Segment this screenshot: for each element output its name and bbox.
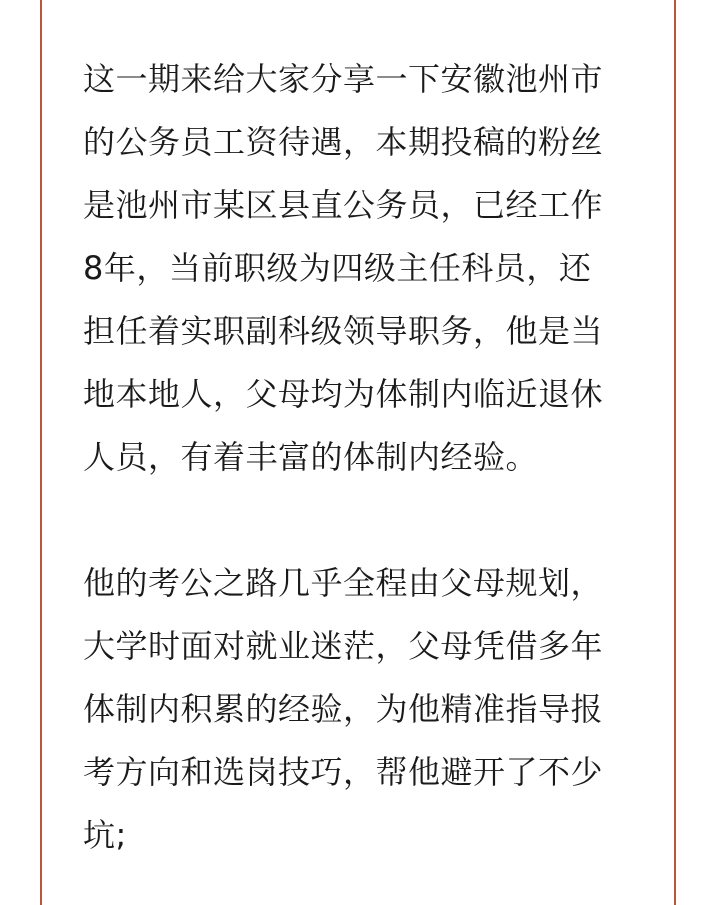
text-line: 人员，有着丰富的体制内经验。 [83,438,539,476]
paragraph-spacer [83,489,643,552]
paragraph-1 [83,48,643,489]
text-line: 这一期来给大家分享一下安徽池州市 [83,60,604,98]
text-line: 考方向和选岗技巧，帮他避开了不少 [83,753,604,791]
text-line: 担任着实职副科级领导职务，他是当 [83,312,604,350]
paragraph-2 [83,552,643,867]
text-line: 体制内积累的经验，为他精准指导报 [83,690,604,728]
text-line: 坑; [83,816,127,854]
text-line: 是池州市某区县直公务员，已经工作 [83,186,604,224]
text-line: 他的考公之路几乎全程由父母规划， [83,564,604,602]
text-line: 地本地人，父母均为体制内临近退休 [83,375,604,413]
text-line: 的公务员工资待遇，本期投稿的粉丝 [83,123,604,161]
article-body [83,48,643,867]
text-line: 8年，当前职级为四级主任科员，还 [83,249,592,287]
text-line: 大学时面对就业迷茫，父母凭借多年 [83,627,604,665]
